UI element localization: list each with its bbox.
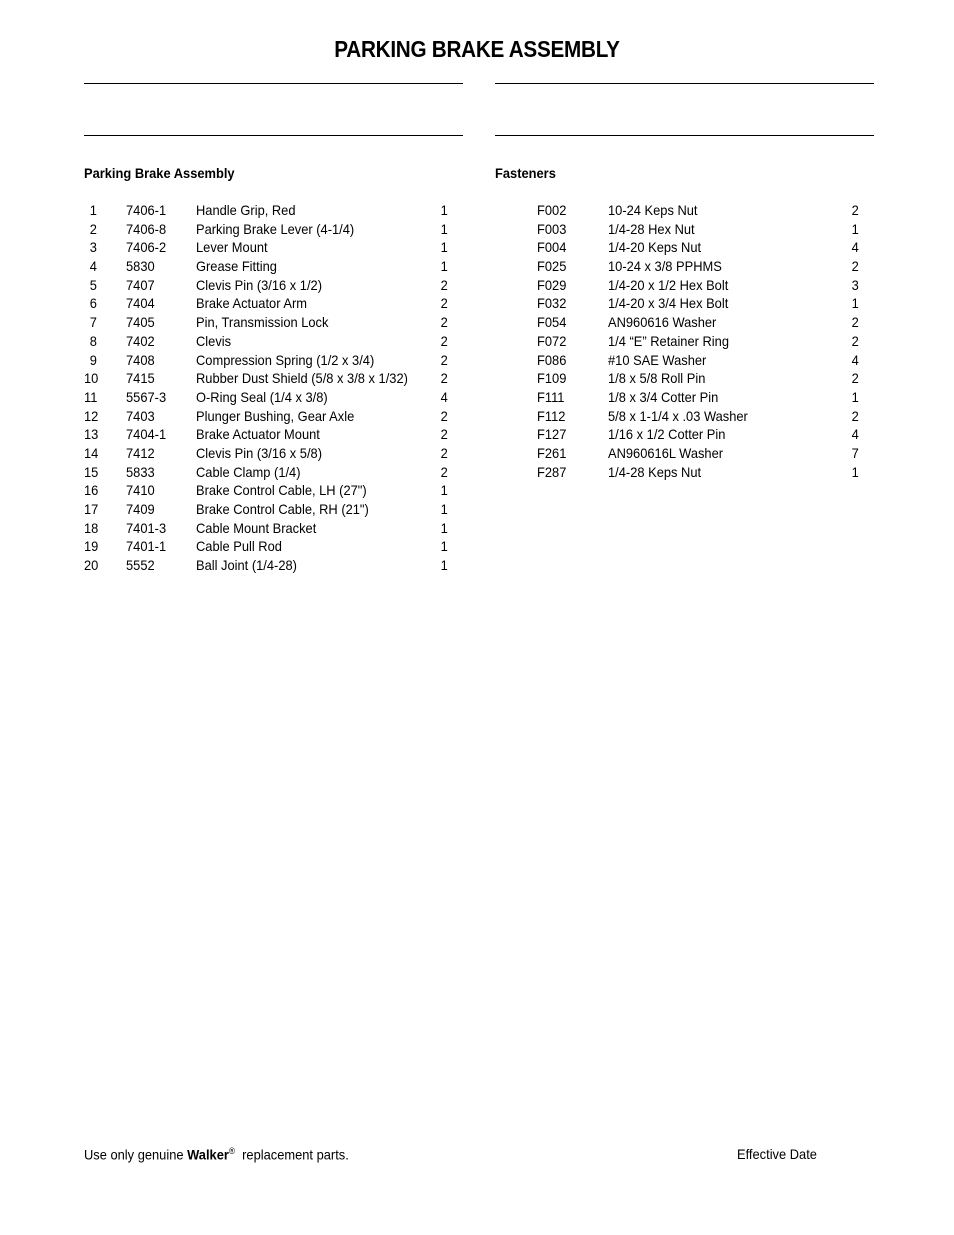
table-row — [84, 352, 464, 371]
ref-number: 17 — [84, 501, 99, 517]
part-quantity: 1 — [440, 202, 448, 218]
part-quantity: 4 — [440, 388, 448, 405]
divider-right-top — [495, 83, 874, 84]
part-number: 7412 — [126, 444, 155, 461]
footer-note — [84, 1146, 349, 1163]
part-quantity: 4 — [851, 239, 859, 256]
part-number: F261 — [537, 444, 567, 461]
part-description: 1/8 x 3/4 Cotter Pin — [608, 388, 719, 405]
part-number: F003 — [537, 220, 567, 237]
part-description: Compression Spring (1/2 x 3/4) — [196, 351, 375, 368]
part-quantity: 2 — [440, 407, 448, 424]
part-quantity: 1 — [440, 220, 448, 237]
part-quantity: 2 — [440, 276, 448, 293]
part-description: 5/8 x 1-1/4 x .03 Washer — [608, 407, 748, 424]
ref-number: 7 — [89, 314, 97, 331]
part-quantity: 2 — [440, 463, 448, 480]
effective-date-label: Effective Date — [737, 1146, 817, 1162]
part-number: F032 — [537, 295, 567, 312]
ref-number: 3 — [89, 239, 97, 256]
part-description: 1/4-20 x 1/2 Hex Bolt — [608, 276, 729, 293]
part-description: Cable Pull Rod — [196, 538, 282, 555]
part-number: 7405 — [126, 314, 155, 331]
part-quantity: 1 — [440, 538, 448, 555]
table-row — [84, 445, 464, 464]
part-quantity: 1 — [440, 258, 448, 275]
part-number: 5833 — [126, 463, 155, 480]
part-description: 1/16 x 1/2 Cotter Pin — [608, 426, 726, 443]
part-description: AN960616 Washer — [608, 314, 717, 331]
part-quantity: 2 — [851, 202, 859, 218]
table-row — [84, 333, 464, 352]
part-quantity: 1 — [440, 239, 448, 256]
part-description: Brake Control Cable, LH (27") — [196, 482, 367, 499]
part-number: 7410 — [126, 482, 155, 499]
table-row — [495, 333, 875, 352]
part-description: #10 SAE Washer — [608, 351, 707, 368]
table-row — [84, 501, 464, 520]
part-description: Cable Mount Bracket — [196, 519, 317, 536]
part-description: Plunger Bushing, Gear Axle — [196, 407, 355, 424]
part-description: Ball Joint (1/4-28) — [196, 557, 297, 574]
part-description: 10-24 x 3/8 PPHMS — [608, 258, 722, 275]
part-quantity: 2 — [440, 332, 448, 349]
part-description: Clevis — [196, 332, 232, 349]
part-description: 1/4-20 x 3/4 Hex Bolt — [608, 295, 729, 312]
ref-number: 16 — [84, 482, 99, 499]
table-row — [84, 389, 464, 408]
part-description: O-Ring Seal (1/4 x 3/8) — [196, 388, 328, 405]
table-row — [495, 352, 875, 371]
part-number: 7408 — [126, 351, 155, 368]
part-description: 1/4-28 Hex Nut — [608, 220, 695, 237]
part-number: F054 — [537, 314, 567, 331]
part-number: F029 — [537, 276, 567, 293]
ref-number: 8 — [89, 332, 97, 349]
part-number: 5830 — [126, 258, 155, 275]
registered-mark: ® — [228, 1146, 235, 1156]
part-number: F111 — [537, 388, 565, 405]
part-quantity: 2 — [440, 351, 448, 368]
part-description: 1/4-20 Keps Nut — [608, 239, 702, 256]
part-description: Pin, Transmission Lock — [196, 314, 329, 331]
part-quantity: 2 — [440, 444, 448, 461]
part-quantity: 2 — [851, 258, 859, 275]
table-row — [84, 202, 464, 221]
part-number: 5567-3 — [126, 388, 167, 405]
part-description: Clevis Pin (3/16 x 5/8) — [196, 444, 322, 461]
table-row — [495, 408, 875, 427]
table-row — [84, 295, 464, 314]
part-quantity: 2 — [440, 314, 448, 331]
brand-name: Walker — [187, 1146, 229, 1163]
ref-number: 6 — [89, 295, 97, 312]
table-row — [84, 314, 464, 333]
table-row — [84, 277, 464, 296]
ref-number: 9 — [89, 351, 97, 368]
fasteners-heading: Fasteners — [495, 165, 556, 181]
fasteners-parts-list — [495, 202, 875, 482]
part-quantity: 4 — [851, 426, 859, 443]
part-quantity: 2 — [851, 332, 859, 349]
part-description: 1/8 x 5/8 Roll Pin — [608, 370, 706, 387]
part-description: Grease Fitting — [196, 258, 277, 275]
table-row — [495, 445, 875, 464]
part-description: 10-24 Keps Nut — [608, 202, 698, 218]
part-quantity: 2 — [851, 370, 859, 387]
part-number: F004 — [537, 239, 567, 256]
part-number: F086 — [537, 351, 567, 368]
table-row — [84, 557, 464, 576]
part-number: 7404 — [126, 295, 155, 312]
part-quantity: 2 — [851, 407, 859, 424]
part-number: F127 — [537, 426, 567, 443]
table-row — [84, 538, 464, 557]
ref-number: 2 — [89, 220, 97, 237]
part-quantity: 1 — [440, 519, 448, 536]
part-number: 7403 — [126, 407, 155, 424]
part-quantity: 2 — [440, 295, 448, 312]
table-row — [495, 277, 875, 296]
table-row — [495, 464, 875, 483]
part-quantity: 1 — [851, 463, 859, 480]
part-description: Brake Actuator Mount — [196, 426, 320, 443]
part-description: AN960616L Washer — [608, 444, 724, 461]
ref-number: 12 — [84, 407, 99, 424]
part-quantity: 3 — [851, 276, 859, 293]
ref-number: 15 — [84, 463, 99, 480]
part-quantity: 1 — [440, 501, 448, 517]
part-number: F109 — [537, 370, 567, 387]
table-row — [84, 221, 464, 240]
part-number: 7401-1 — [126, 538, 167, 555]
part-quantity: 2 — [440, 370, 448, 387]
part-quantity: 1 — [440, 482, 448, 499]
part-description: Brake Actuator Arm — [196, 295, 307, 312]
table-row — [84, 258, 464, 277]
part-quantity: 7 — [851, 444, 859, 461]
part-number: 7401-3 — [126, 519, 167, 536]
parking-brake-parts-list — [84, 202, 464, 576]
table-row — [84, 426, 464, 445]
parking-brake-heading: Parking Brake Assembly — [84, 165, 235, 181]
part-quantity: 1 — [851, 220, 859, 237]
part-number: F002 — [537, 202, 567, 218]
table-row — [84, 408, 464, 427]
part-number: 7407 — [126, 276, 155, 293]
ref-number: 20 — [84, 557, 99, 574]
part-description: Brake Control Cable, RH (21") — [196, 501, 369, 517]
part-quantity: 1 — [440, 557, 448, 574]
part-number: F112 — [537, 407, 566, 424]
table-row — [495, 258, 875, 277]
part-number: 5552 — [126, 557, 155, 574]
part-number: 7409 — [126, 501, 155, 517]
part-number: F287 — [537, 463, 567, 480]
ref-number: 14 — [84, 444, 99, 461]
part-number: F025 — [537, 258, 567, 275]
part-description: Clevis Pin (3/16 x 1/2) — [196, 276, 322, 293]
divider-left-top — [84, 83, 463, 84]
table-row — [495, 221, 875, 240]
part-number: 7406-8 — [126, 220, 167, 237]
table-row — [495, 295, 875, 314]
part-quantity: 4 — [851, 351, 859, 368]
page-title: PARKING BRAKE ASSEMBLY — [334, 36, 620, 62]
ref-number: 11 — [84, 388, 98, 405]
table-row — [495, 239, 875, 258]
part-number: 7406-2 — [126, 239, 167, 256]
divider-left-bottom — [84, 135, 463, 136]
ref-number: 18 — [84, 519, 99, 536]
table-row — [495, 389, 875, 408]
ref-number: 10 — [84, 370, 99, 387]
ref-number: 19 — [84, 538, 99, 555]
ref-number: 5 — [89, 276, 97, 293]
table-row — [495, 314, 875, 333]
divider-right-bottom — [495, 135, 874, 136]
footer-suffix: replacement parts. — [234, 1146, 349, 1163]
part-number: F072 — [537, 332, 567, 349]
part-description: Rubber Dust Shield (5/8 x 3/8 x 1/32) — [196, 370, 408, 387]
part-quantity: 1 — [851, 295, 859, 312]
part-description: 1/4-28 Keps Nut — [608, 463, 702, 480]
part-description: Handle Grip, Red — [196, 202, 296, 218]
table-row — [84, 464, 464, 483]
part-quantity: 2 — [851, 314, 859, 331]
part-quantity: 1 — [851, 388, 859, 405]
table-row — [495, 202, 875, 221]
ref-number: 4 — [89, 258, 97, 275]
part-quantity: 2 — [440, 426, 448, 443]
part-number: 7404-1 — [126, 426, 167, 443]
part-number: 7406-1 — [126, 202, 167, 218]
part-description: Parking Brake Lever (4-1/4) — [196, 220, 355, 237]
table-row — [495, 426, 875, 445]
table-row — [84, 482, 464, 501]
footer-prefix: Use only genuine — [84, 1146, 188, 1163]
part-number: 7402 — [126, 332, 155, 349]
ref-number: 13 — [84, 426, 99, 443]
part-description: Lever Mount — [196, 239, 268, 256]
table-row — [84, 239, 464, 258]
table-row — [84, 520, 464, 539]
table-row — [84, 370, 464, 389]
part-description: 1/4 “E” Retainer Ring — [608, 332, 729, 349]
ref-number: 1 — [89, 202, 97, 218]
part-number: 7415 — [126, 370, 155, 387]
table-row — [495, 370, 875, 389]
part-description: Cable Clamp (1/4) — [196, 463, 301, 480]
